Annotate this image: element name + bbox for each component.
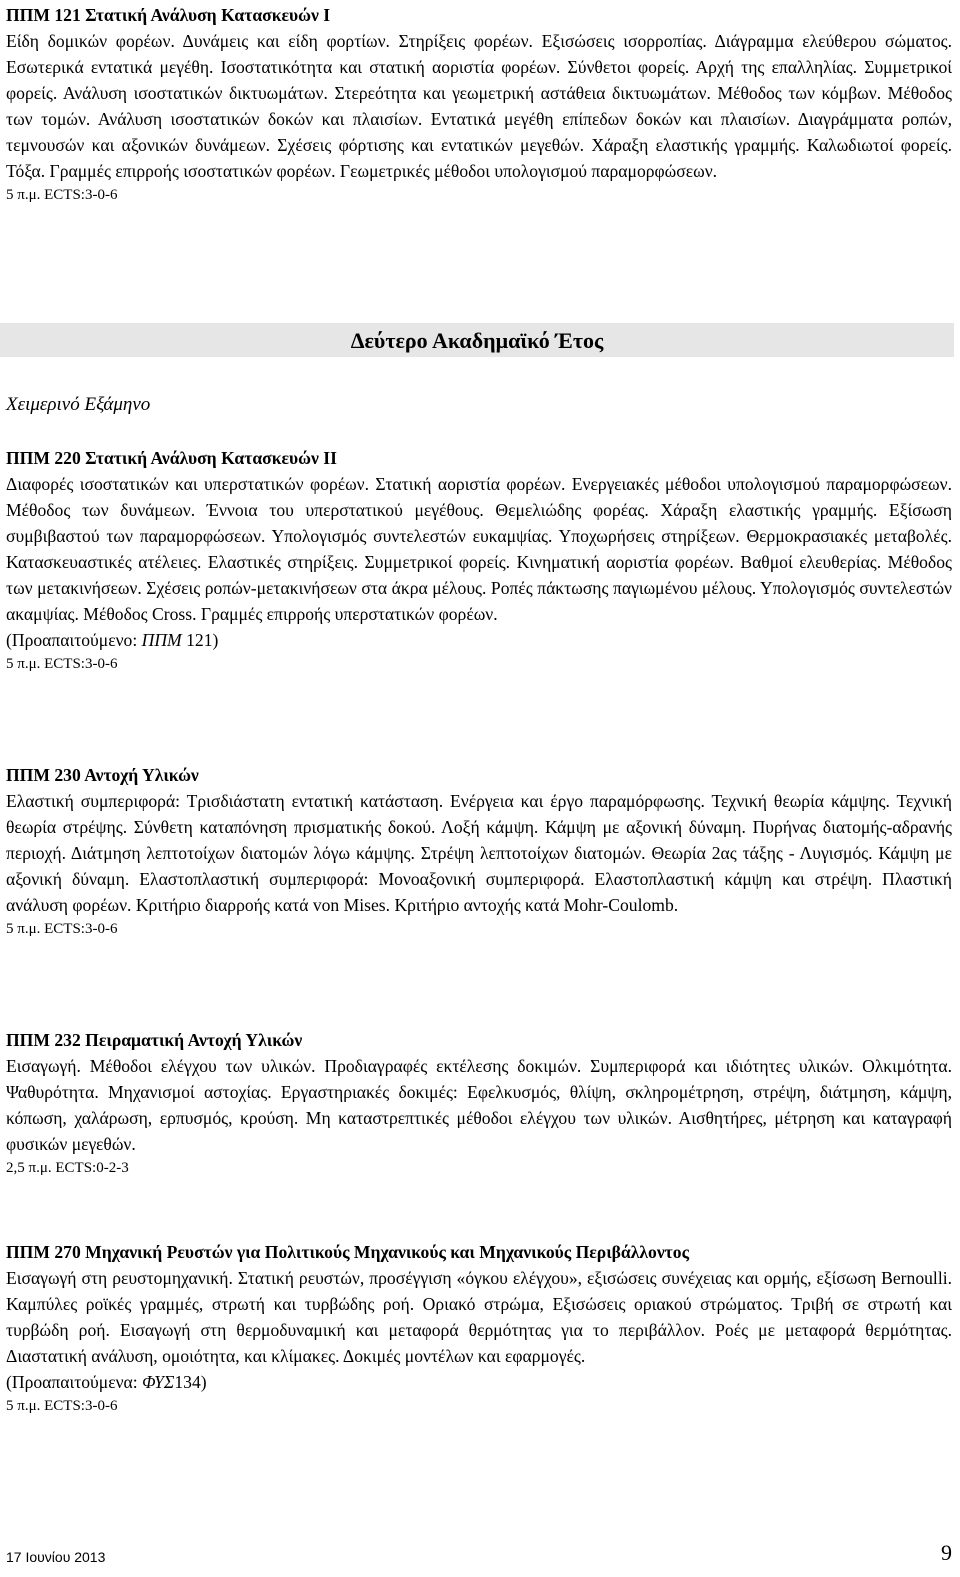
prereq-suffix: 134) [174,1372,207,1392]
course-credits: 5 π.μ. ECTS:3-0-6 [6,921,118,937]
course-title: ΠΠΜ 121 Στατική Ανάλυση Κατασκευών Ι [6,5,331,25]
course-ppm270 [6,1239,952,1417]
prereq-course: ΦΥΣ [142,1372,175,1392]
course-description: Εισαγωγή. Μέθοδοι ελέγχου των υλικών. Προδιαγραφές εκτέλεσης δοκιμών. Συμπεριφορά και ιδιότητες υλικών. Ολκιμότητα. Ψαθυρότητα. Μηχανισμοί αστοχίας. Εργαστηριακές δοκιμές: Εφελκυσμός, θλίψη, σκληρομέτρηση, στρέψη, διάτμηση, κάμψη, κόπωση, χαλάρωση, ερπυσμός, κρούση. Μη καταστρεπτικές μέθοδοι ελέγχου των υλικών. Αισθητήρες, μέτρηση και καταγραφή φυσικών μεγεθών. [6,1056,952,1154]
course-title: ΠΠΜ 270 Μηχανική Ρευστών για Πολιτικούς Μηχανικούς και Μηχανικούς Περιβάλλοντος [6,1242,690,1262]
course-description: Εισαγωγή στη ρευστομηχανική. Στατική ρευστών, προσέγγιση «όγκου ελέγχου», εξισώσεις συνέχειας και ορμής, εξίσωση Bernoulli. Καμπύλες ροϊκές γραμμές, στρωτή και τυρβώδης ροή. Οριακό στρώμα, Εξισώσεις οριακού στρώματος. Τριβή σε στρωτή και τυρβώδη ροή. Εισαγωγή στη θερμοδυναμική και μεταφορά θερμότητας για το περιβάλλον. Ροές με μεταφορά θερμότητας. Διαστατική ανάλυση, ομοιότητα, και κλίμακες. Δοκιμές μοντέλων και εφαρμογές. [6,1268,952,1366]
prereq-course: ΠΠΜ [141,630,182,650]
footer-date: 17 Ιουνίου 2013 [6,1549,106,1565]
course-ppm121 [6,2,952,206]
course-ppm230 [6,762,952,940]
course-credits: 5 π.μ. ECTS:3-0-6 [6,1398,118,1414]
semester-heading: Χειμερινό Εξάμηνο [6,394,151,415]
page-number: 9 [941,1540,952,1565]
course-prerequisite [6,1369,952,1395]
course-description: Ελαστική συμπεριφορά: Τρισδιάστατη εντατική κατάσταση. Ενέργεια και έργο παραμόρφωσης. Τεχνική θεωρία κάμψης. Τεχνική θεωρία στρέψης. Σύνθετη καταπόνηση πρισματικής δοκού. Λοξή κάμψη. Κάμψη με αξονική δύναμη. Πυρήνας διατομής-αδρανής περιοχή. Διάτμηση λεπτοτοίχων διατομών λόγω κάμψης. Στρέψη λεπτοτοίχων διατομών. Θεωρία 2ας τάξης - Λυγισμός. Κάμψη με αξονική δύναμη. Ελαστοπλαστική συμπεριφορά: Μονοαξονική συμπεριφορά. Ελαστοπλαστική κάμψη και στρέψη. Πλαστική ανάλυση φορέων. Κριτήριο διαρροής κατά von Mises. Κριτήριο αντοχής κατά Mohr-Coulomb. [6,791,952,915]
course-title: ΠΠΜ 230 Αντοχή Υλικών [6,765,199,785]
course-description: Είδη δομικών φορέων. Δυνάμεις και είδη φορτίων. Στηρίξεις φορέων. Εξισώσεις ισορροπίας. Διάγραμμα ελεύθερου σώματος. Εσωτερικά εντατικά μεγέθη. Ισοστατικότητα και στατική αοριστία φορέων. Σύνθετοι φορείς. Αρχή της επαλληλίας. Συμμετρικοί φορείς. Ανάλυση ισοστατικών δικτυωμάτων. Στερεότητα και γεωμετρική αστάθεια δικτυωμάτων. Μέθοδος των κόμβων. Μέθοδος των τομών. Ανάλυση ισοστατικών δοκών και πλαισίων. Εντατικά μεγέθη επίπεδων δοκών και πλαισίων. Διαγράμματα ροπών, τεμνουσών και αξονικών δυνάμεων. Σχέσεις φόρτισης και εντατικών μεγεθών. Χάραξη ελαστικής γραμμής. Καλωδιωτοί φορείς. Τόξα. Γραμμές επιρροής ισοστατικών φορέων. Γεωμετρικές μέθοδοι υπολογισμού παραμορφώσεων. [6,31,952,181]
course-prerequisite [6,627,952,653]
course-title: ΠΠΜ 232 Πειραματική Αντοχή Υλικών [6,1030,303,1050]
course-credits: 5 π.μ. ECTS:3-0-6 [6,187,118,203]
course-ppm220 [6,445,952,675]
course-credits: 5 π.μ. ECTS:3-0-6 [6,656,118,672]
prereq-prefix: (Προαπαιτούμενο: [6,630,142,650]
course-description: Διαφορές ισοστατικών και υπερστατικών φορέων. Στατική αοριστία φορέων. Ενεργειακές μέθοδοι υπολογισμού παραμορφώσεων. Μέθοδος των δυνάμεων. Έννοια του υπερστατικού μεγέθους. Θεμελιώδης φορέας. Χάραξη ελαστικής γραμμής. Εξίσωση συμβιβαστού των παραμορφώσεων. Υπολογισμός συντελεστών ευκαμψίας. Υποχωρήσεις στηρίξεων. Θερμοκρασιακές μεταβολές. Κατασκευαστικές ατέλειες. Ελαστικές στηρίξεις. Συμμετρικοί φορείς. Κινηματική αοριστία φορέων. Βαθμοί ελευθερίας. Μέθοδος των μετακινήσεων. Σχέσεις ροπών-μετακινήσεων στα άκρα μέλους. Ροπές πάκτωσης παγιωμένου μέλους. Υπολογισμός συντελεστών ακαμψίας. Μέθοδος Cross. Γραμμές επιρροής υπερστατικών φορέων. [6,474,952,624]
prereq-prefix: (Προαπαιτούμενα: [6,1372,143,1392]
course-title: ΠΠΜ 220 Στατική Ανάλυση Κατασκευών ΙΙ [6,448,337,468]
prereq-suffix: 121) [181,630,219,650]
year-heading: Δεύτερο Ακαδημαϊκό Έτος [350,328,604,353]
course-credits: 2,5 π.μ. ECTS:0-2-3 [6,1160,129,1176]
course-ppm232 [6,1027,952,1179]
